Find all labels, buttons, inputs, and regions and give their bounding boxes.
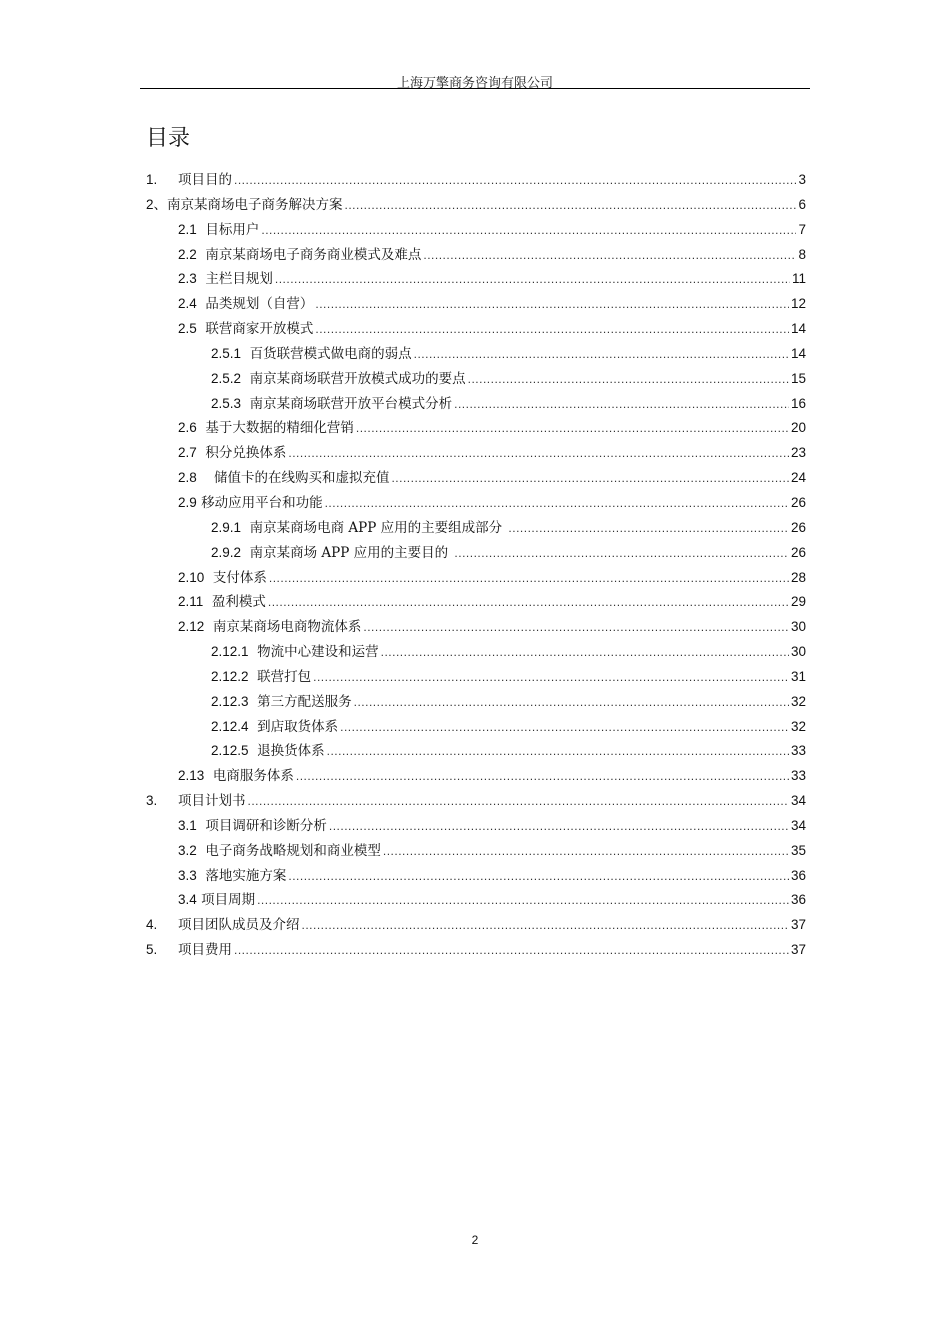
toc-dot-leader [257,893,789,907]
toc-entry-number: 2.6 [178,420,197,436]
toc-entry-page: 30 [790,619,806,635]
toc-entry-label: 南京某商场电子商务解决方案 [167,196,343,213]
toc-entry-number: 2.1 [178,221,197,237]
toc-entry-page: 26 [790,494,806,510]
toc-entry-label: 项目团队成员及介绍 [178,917,300,934]
toc-dot-leader [356,421,789,435]
toc-entry[interactable] [146,789,806,814]
toc-entry-number: 2.12.2 [211,668,249,684]
toc-entry-page: 33 [790,743,806,759]
toc-entry[interactable] [146,888,806,913]
toc-entry-label: 项目周期 [196,892,256,909]
toc-entry-number: 1. [146,172,158,187]
table-of-contents [146,168,806,963]
toc-entry-label: 基于大数据的精细化营销 [196,420,354,437]
toc-entry-number: 5. [146,942,158,958]
toc-entry[interactable] [146,864,806,889]
toc-entry-page: 14 [790,345,806,361]
toc-entry-label: 南京某商场电子商务商业模式及难点 [196,246,422,263]
toc-entry-page: 28 [790,569,806,585]
toc-entry-label: 盈利模式 [203,594,266,611]
toc-entry-label: 南京某商场电商物流体系 [204,619,362,636]
toc-dot-leader [288,446,789,460]
toc-dot-leader [414,347,789,361]
toc-entry-number: 2.9 [178,494,197,510]
toc-entry-label: 联营打包 [248,668,312,685]
toc-entry-page: 14 [790,321,806,337]
toc-entry[interactable] [146,466,806,491]
toc-entry-number: 2.3 [178,271,197,287]
toc-entry[interactable] [146,392,806,417]
toc-dot-leader [268,595,789,609]
toc-entry-page: 37 [790,942,806,958]
toc-dot-leader [345,198,797,212]
toc-entry-number: 2、 [146,196,168,212]
toc-entry-number: 2.5.1 [211,345,242,361]
toc-entry-label: 项目计划书 [178,793,246,810]
toc-entry[interactable] [146,566,806,591]
toc-entry-label: 品类规划（自营） [196,296,314,313]
toc-entry-page: 16 [790,395,806,411]
toc-entry-number: 2.12.1 [211,644,249,660]
toc-entry-label: 南京某商场联营开放模式成功的要点 [241,370,466,387]
toc-entry[interactable] [146,640,806,665]
toc-entry[interactable] [146,367,806,392]
toc-entry[interactable] [146,739,806,764]
header-company-name: 上海万擎商务咨询有限公司 [396,76,553,91]
toc-entry-page: 24 [790,470,806,486]
toc-entry[interactable] [146,292,806,317]
toc-entry-page: 11 [791,271,806,287]
toc-entry-page: 15 [790,370,806,386]
toc-entry[interactable] [146,913,806,938]
toc-entry-label: 积分兑换体系 [196,445,287,462]
toc-dot-leader [340,720,789,734]
toc-entry[interactable] [146,416,806,441]
toc-entry-label: 退换货体系 [248,743,325,760]
toc-entry-page: 31 [790,668,806,684]
page-number: 2 [471,1233,479,1247]
toc-entry[interactable] [146,342,806,367]
toc-dot-leader [248,794,789,808]
toc-dot-leader [234,943,789,957]
toc-entry[interactable] [146,491,806,516]
toc-dot-leader [261,223,796,237]
toc-dot-leader [423,248,796,262]
toc-entry-page: 12 [790,296,806,312]
header-rule [140,88,810,89]
toc-entry-page: 36 [790,867,806,883]
toc-entry-page: 34 [790,817,806,833]
toc-entry-number: 2.9.1 [211,519,242,535]
toc-entry-number: 2.12.5 [211,743,249,759]
toc-entry-page: 23 [790,445,806,461]
toc-entry-label: 南京某商场电商 APP 应用的主要组成部分 [241,519,507,536]
toc-entry-label: 百货联营模式做电商的弱点 [241,345,412,362]
toc-entry-page: 33 [790,768,806,784]
toc-entry-number: 2.11 [178,594,204,610]
toc-entry-page: 26 [790,544,806,560]
toc-entry-number: 2.9.2 [211,544,242,560]
toc-entry-label: 项目费用 [178,942,232,959]
toc-entry-page: 37 [790,917,806,933]
toc-entry-number: 2.5.2 [211,370,242,386]
toc-entry-number: 2.12 [178,619,205,635]
toc-dot-leader [383,844,789,858]
toc-dot-leader [454,397,789,411]
toc-dot-leader [325,496,789,510]
toc-entry[interactable] [146,267,806,292]
toc-dot-leader [327,744,789,758]
toc-entry-label: 主栏目规划 [196,271,273,288]
toc-dot-leader [275,272,790,286]
toc-entry-number: 2.10 [178,569,205,585]
toc-entry-number: 3.1 [178,817,197,833]
toc-dot-leader [363,620,789,634]
toc-entry-label: 目标用户 [196,221,260,238]
toc-entry-label: 联营商家开放模式 [196,321,314,338]
toc-entry-label: 移动应用平台和功能 [196,494,323,511]
toc-entry-number: 2.5.3 [211,395,242,411]
toc-entry-page: 36 [790,892,806,908]
toc-entry-page: 8 [798,246,806,262]
toc-entry-number: 2.2 [178,246,197,262]
toc-entry-label: 到店取货体系 [248,718,339,735]
toc-entry-label: 南京某商场联营开放平台模式分析 [241,395,453,412]
toc-entry-label: 项目调研和诊断分析 [196,817,327,834]
toc-entry-number: 2.12.4 [211,718,249,734]
toc-entry-label: 储值卡的在线购买和虚拟充值 [196,470,390,487]
toc-entry-number: 2.8 [178,470,197,486]
toc-entry-number: 3.3 [178,867,197,883]
toc-entry-label: 电商服务体系 [204,768,294,785]
toc-entry[interactable] [146,764,806,789]
toc-entry-number: 2.12.3 [211,693,249,709]
toc-entry-page: 26 [790,519,806,535]
toc-entry[interactable] [146,516,806,541]
toc-title: 目录 [146,126,191,151]
toc-entry[interactable] [146,665,806,690]
toc-dot-leader [296,769,789,783]
toc-entry[interactable] [146,193,806,218]
toc-entry[interactable] [146,243,806,268]
toc-entry-label: 落地实施方案 [196,867,287,884]
toc-dot-leader [315,297,789,311]
toc-entry-label: 项目目的 [178,172,232,188]
toc-entry-number: 3. [146,793,158,809]
toc-dot-leader [391,471,789,485]
toc-entry-number: 3.4 [178,892,197,908]
toc-dot-leader [329,819,789,833]
toc-entry-label: 电子商务战略规划和商业模型 [196,842,381,859]
toc-entry-number: 2.4 [178,296,197,312]
toc-entry-label: 支付体系 [204,569,267,586]
toc-entry-page: 35 [790,842,806,858]
toc-entry[interactable] [146,715,806,740]
toc-dot-leader [454,546,789,560]
toc-entry[interactable] [146,615,806,640]
toc-entry-page: 32 [790,718,806,734]
toc-entry[interactable] [146,541,806,566]
toc-dot-leader [354,695,789,709]
toc-entry[interactable] [146,590,806,615]
toc-dot-leader [315,322,789,336]
toc-entry-number: 3.2 [178,842,197,858]
toc-entry[interactable] [146,814,806,839]
toc-entry-number: 2.13 [178,768,205,784]
toc-entry-page: 20 [790,420,806,436]
toc-entry[interactable] [146,168,806,193]
toc-dot-leader [381,645,789,659]
toc-entry-number: 4. [146,917,158,933]
toc-entry-page: 30 [790,644,806,660]
toc-entry-page: 7 [798,221,806,237]
toc-entry[interactable] [146,938,806,963]
toc-entry[interactable] [146,218,806,243]
toc-entry-number: 2.5 [178,321,197,337]
toc-dot-leader [288,869,789,883]
toc-entry-page: 3 [798,172,806,187]
toc-dot-leader [313,670,789,684]
toc-entry-label: 物流中心建设和运营 [248,644,379,661]
toc-entry[interactable] [146,690,806,715]
toc-dot-leader [269,571,789,585]
toc-dot-leader [468,372,789,386]
toc-entry-page: 34 [790,793,806,809]
toc-entry[interactable] [146,839,806,864]
toc-dot-leader [302,918,789,932]
toc-entry-label: 南京某商场 APP 应用的主要目的 [241,544,453,561]
toc-entry[interactable] [146,441,806,466]
toc-entry-page: 6 [798,196,806,212]
toc-entry-number: 2.7 [178,445,197,461]
toc-dot-leader [234,173,796,187]
toc-dot-leader [508,521,789,535]
toc-entry-page: 29 [790,594,806,610]
toc-entry-page: 32 [790,693,806,709]
toc-entry[interactable] [146,317,806,342]
toc-entry-label: 第三方配送服务 [248,693,352,710]
